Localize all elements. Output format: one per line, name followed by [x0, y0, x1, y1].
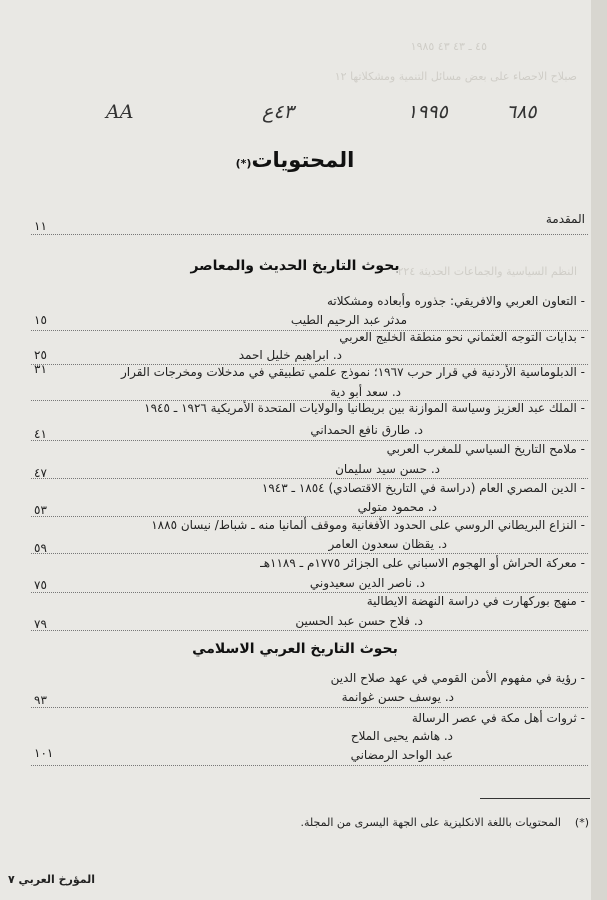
- entry-page-number: ٧٩: [34, 617, 47, 631]
- dotted-leader: [31, 592, 588, 593]
- entry-author: عبد الواحد الرمضاني: [350, 748, 453, 762]
- entry-page-number: ٥٣: [34, 503, 47, 517]
- entry-page-number: ٤١: [34, 427, 47, 441]
- entry-author: د. ابراهيم خليل احمد: [238, 348, 342, 362]
- entry-author: د. يقظان سعدون العامر: [328, 537, 447, 551]
- entry-title: - ثروات أهل مكة في عصر الرسالة: [411, 711, 585, 725]
- entry-title: - النزاع البريطاني الروسي على الحدود الأفغانية وموقف ألمانيا منه ـ شباط/ نيسان ١٨٨٥: [151, 518, 585, 532]
- section-heading: بحوث التاريخ الحديث والمعاصر: [190, 258, 400, 274]
- page-edge-shadow: [591, 0, 607, 900]
- dotted-leader: [31, 516, 588, 517]
- entry-title: - الدين المصري العام (دراسة في التاريخ الاقتصادي) ١٨٥٤ ـ ١٩٤٣: [261, 481, 585, 495]
- handwritten-year: ١٩٩٥: [407, 101, 448, 123]
- show-through-text: ٤٥ ـ ٤٣ ٤٣ ١٩٨٥: [410, 40, 487, 53]
- intro-label: المقدمة: [545, 212, 585, 226]
- entry-page-number: ٩٣: [34, 693, 47, 707]
- page-title: المحتويات(*): [235, 148, 355, 172]
- show-through-text: النظم السياسية والجماعات الحديثة ٢٢٤: [397, 265, 577, 278]
- handwritten-number: AA: [106, 101, 134, 123]
- entry-title: - معركة الحراش أو الهجوم الاسباني على الجزائر ١٧٧٥م ـ ١١٨٩هـ: [260, 556, 585, 570]
- handwritten-number: ٦٨٥: [506, 101, 537, 123]
- entry-page-number: ٤٧: [34, 466, 47, 480]
- entry-author: مدثر عبد الرحيم الطيب: [290, 313, 407, 327]
- entry-title: - رؤية في مفهوم الأمن القومي في عهد صلاح الدين: [330, 671, 585, 685]
- entry-title: - ملامح التاريخ السياسي للمغرب العربي: [386, 442, 585, 456]
- dotted-leader: [31, 553, 588, 554]
- dotted-leader: [31, 630, 588, 631]
- entry-page-number: ١٠١: [34, 746, 54, 760]
- page-footer: المؤرخ العربي ٧: [8, 873, 96, 886]
- entry-title: - الدبلوماسية الأردنية في قرار حرب ١٩٦٧؛ نموذج علمي تطبيقي في مدخلات ومخرجات القرار: [120, 365, 585, 379]
- entry-page-number: ٣١: [34, 362, 47, 376]
- entry-author: د. فلاح حسن عبد الحسين: [295, 614, 423, 628]
- entry-title: - التعاون العربي والافريقي: جذوره وأبعاده ومشكلاته: [326, 294, 585, 308]
- entry-title: - منهج بوركهارت في دراسة النهضة الايطالية: [366, 594, 585, 608]
- dotted-leader: [31, 478, 588, 479]
- entry-page-number: ٥٩: [34, 541, 47, 555]
- intro-page-number: ١١: [34, 219, 47, 233]
- entry-author: د. حسن سيد سليمان: [335, 462, 440, 476]
- entry-title: - الملك عبد العزيز وسياسة الموازنة بين بريطانيا والولايات المتحدة الأمريكية ١٩٢٦ ـ ١٩٤٥: [144, 401, 585, 415]
- entry-author: د. يوسف حسن غوانمة: [341, 690, 454, 704]
- entry-author: د. هاشم يحيى الملاح: [350, 729, 453, 743]
- entry-author: د. محمود متولي: [357, 500, 437, 514]
- entry-title: - بدايات التوجه العثماني نحو منطقة الخليج العربي: [339, 330, 585, 344]
- entry-page-number: ٧٥: [34, 578, 47, 592]
- entry-page-number: ١٥: [34, 313, 47, 327]
- entry-page-number: ٢٥: [34, 348, 47, 362]
- entry-author: د. ناصر الدين سعيدوني: [309, 576, 425, 590]
- show-through-text: صبلاح الاحصاء على بعض مسائل التنمية ومشكلاتها ١٢: [334, 70, 577, 83]
- section-heading: بحوث التاريخ العربي الاسلامي: [192, 641, 398, 657]
- entry-author: د. سعد أبو دية: [330, 385, 401, 399]
- entry-author: د. طارق نافع الحمداني: [310, 423, 423, 437]
- dotted-leader: [31, 707, 588, 708]
- dotted-leader: [31, 234, 588, 235]
- footnote-rule: [480, 798, 590, 799]
- footnote: (*) المحتويات باللغة الانكليزية على الجهة اليسرى من المجلة.: [300, 816, 589, 829]
- dotted-leader: [31, 440, 588, 441]
- dotted-leader: [31, 765, 588, 766]
- handwritten-number: ٤٣ع: [262, 101, 294, 123]
